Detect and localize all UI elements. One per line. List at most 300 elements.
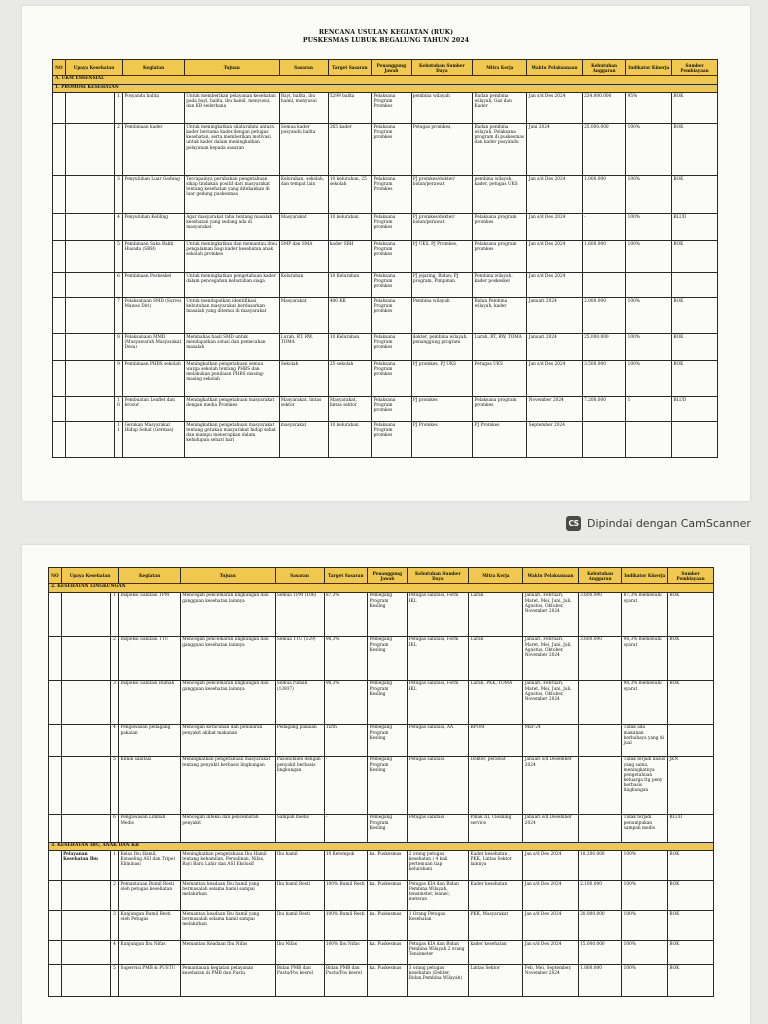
cell-tujuan: Meningkatkan pengetahuan Ibu Hamil tentang kehamilan, Persalinan, Nifas, Bayi Baru Lahir dan ASI Ekslusif — [180, 851, 275, 881]
cell-sumber-daya: Pembina wilayah — [411, 298, 473, 334]
column-header: Kebutuhan Sumber Daya — [411, 60, 473, 76]
cell-mitra: Badan pembina wilayah, Pelaksana program di puskesmas dan kader posyandu — [473, 124, 527, 176]
document-subtitle: PUSKESMAS LUBUK BEGALUNG TAHUN 2024 — [302, 37, 470, 44]
section-label: 2. KESEHATAN LINGKUNGAN — [49, 584, 714, 593]
cell-no: 4 — [110, 941, 119, 965]
cell-mitra: Lintas Sektor — [469, 965, 523, 997]
cell-indikator: 100% — [626, 124, 672, 176]
cell-pj: Pelaksana Program promkes — [372, 397, 411, 422]
cell-sasaran: Ibu hamil Resti — [275, 881, 324, 911]
cell-pj: Pelaksana Program promkes — [372, 298, 411, 334]
cell-kegiatan: Pembinaan Saka Bakti Husada (SBH) — [123, 241, 185, 273]
cell-kegiatan: Pengawasan Limbah Medis — [119, 814, 181, 842]
cell-kegiatan: Supervisi PMB & PUSTU — [119, 965, 181, 997]
cell-upaya — [65, 298, 114, 334]
cell-upaya — [61, 965, 110, 997]
cell-sumber-daya: PJ UKS, PJ Promkes, — [411, 241, 473, 273]
cell-tujuan: Mencegah pencemaran lingkungan dan gangguan kesehatan lainnya — [180, 680, 275, 724]
cell-upaya — [65, 214, 114, 241]
cell-no: 6 — [110, 814, 119, 842]
cell-pj: Pemegang Program Kesling — [368, 756, 407, 814]
cell-kegiatan: Pembinaan kader — [123, 124, 185, 176]
cell-anggaran — [578, 756, 622, 814]
cell-kegiatan: Pengawasan pedagang pakaian — [119, 724, 181, 756]
cell-pj: Pelaksana Program promkes — [372, 422, 411, 458]
section-row — [49, 584, 714, 593]
cell-kegiatan: Kelas Ibu Hamil, Konseling ASI dan Tripel Eliminasi — [119, 851, 181, 881]
cell-index — [49, 636, 62, 680]
cell-sasaran: Semua rumah (13937) — [275, 680, 324, 724]
column-header: Sasaran — [279, 60, 328, 76]
table-row — [49, 756, 714, 814]
camscanner-logo-icon: CS — [566, 516, 581, 531]
cell-mitra: Dokter, perawat — [469, 756, 523, 814]
cell-upaya — [61, 881, 110, 911]
cell-upaya — [61, 756, 110, 814]
cell-mitra: Kader kesehatan , PKK, Lintas Sektor lainnya — [469, 851, 523, 881]
column-header: Kebutuhan Anggaran — [578, 568, 622, 584]
table-row — [53, 361, 718, 397]
cell-no: 1 — [110, 592, 119, 636]
cell-index — [53, 273, 66, 298]
cell-no: 2 — [110, 881, 119, 911]
column-header: Kebutuhan Sumber Daya — [407, 568, 469, 584]
cell-tujuan: Untuk meningkatkan silaturahmi antara kader bersama kader,dengan petugas kesehatan, serta memberikan motivasi untuk kader dalam meningkatkan pelayanan kepada sasaran — [184, 124, 279, 176]
cell-target: 25 sekolah — [328, 361, 372, 397]
cell-kegiatan: Kunjungan Bumil Resti oleh Petugas — [119, 911, 181, 941]
cell-anggaran — [578, 814, 622, 842]
cell-waktu: Januari s/d Desember 2024 — [523, 814, 578, 842]
column-header: Penanggung Jawab — [372, 60, 411, 76]
cell-anggaran: 3.500.000 — [582, 361, 626, 397]
cell-kegiatan: Klinik sanitasi — [119, 756, 181, 814]
cell-target: 98,3% — [324, 636, 368, 680]
cell-no: 3 — [110, 911, 119, 941]
cell-no: 5 — [110, 756, 119, 814]
cell-index — [53, 298, 66, 334]
cell-mitra: Badan pembina wilayah, Gizi dan Kader — [473, 93, 527, 124]
column-header: Indikator Kinerja — [622, 568, 668, 584]
cell-pj: Pelaksana Program Promkes — [372, 93, 411, 124]
cell-waktu: Januari, Februari, Maret, Mei, Juni, Juli, Agustus, Oktober, November 2024 — [523, 636, 578, 680]
cell-sumber-daya: PJ Promkes — [411, 422, 473, 458]
cell-target: 98,3% — [324, 680, 368, 724]
cell-target: 10 Kelurahan — [328, 334, 372, 361]
cell-waktu: Juni 2024 — [527, 124, 582, 176]
table-row — [49, 680, 714, 724]
cell-kegiatan: Posyandu balita — [123, 93, 185, 124]
cell-index — [49, 592, 62, 636]
table-row — [53, 397, 718, 422]
cell-sumber-daya: 1 Orang Petugas Kesehatan — [407, 911, 469, 941]
cell-index — [49, 851, 62, 881]
cell-tujuan: Meningkatkan pengetahuan semua warga sekolah tentang PHBS dan melakukan penilaian PHBS masing-masing sekolah — [184, 361, 279, 397]
cell-waktu: Januari, Februari, Maret, Mei, Juni, Juli, Agustus, Oktober, November 2024 — [523, 680, 578, 724]
table-header-row — [49, 568, 714, 584]
cell-anggaran: 1.600.000 — [582, 241, 626, 273]
cell-index — [53, 241, 66, 273]
ruk-table-page-1 — [52, 59, 718, 458]
cell-sumber-daya: PJ promkes/dokter/ bidan/perawat — [411, 176, 473, 214]
cell-mitra: Bidan Pembina wilayah, kader — [473, 298, 527, 334]
section-label: 1. PROMOSI KESEHATAN — [53, 84, 718, 93]
cell-anggaran: 25.000.000 — [582, 334, 626, 361]
cell-anggaran: 1.800.000 — [578, 965, 622, 997]
column-header: Sumber Pembiayaan — [672, 60, 718, 76]
cell-pj: Pelaksana Program Promkes — [372, 176, 411, 214]
cell-upaya — [61, 592, 110, 636]
cell-mitra: Lurah — [469, 636, 523, 680]
camscanner-watermark — [566, 514, 751, 532]
cell-kegiatan: Gerakan Masyarakat Hidup Sehat (Germas) — [123, 422, 185, 458]
cell-index — [53, 93, 66, 124]
cell-sasaran: SMP dan SMA — [279, 241, 328, 273]
cell-waktu: Januari s/d Desember 2024 — [523, 756, 578, 814]
cell-pembiayaan: JKN — [668, 756, 714, 814]
cell-no: 5 — [110, 965, 119, 997]
cell-no: 3 — [114, 176, 123, 214]
cell-indikator: 100% — [622, 965, 668, 997]
cell-anggaran — [578, 680, 622, 724]
cell-no: 1 — [110, 851, 119, 881]
cell-kegiatan: Kunjungan Ibu Nifas — [119, 941, 181, 965]
cell-anggaran: 7.200.000 — [582, 397, 626, 422]
cell-sasaran: Bidan PMB dan Pustu/Pos kesrel — [275, 965, 324, 997]
column-header: Target Sasaran — [328, 60, 372, 76]
cell-tujuan: Meningkatkan pengetahuan masyarakat tentang gerakan masyarakat hidup sehat dan mampu menerapkan dalam kehidupan sehari hari — [184, 422, 279, 458]
cell-anggaran — [582, 422, 626, 458]
cell-tujuan: Memantau keadaan Ibu hamil yang bermasalah selama hamil sampai melahirkan — [180, 881, 275, 911]
cell-pembiayaan: BOK — [672, 124, 718, 176]
cell-pembiayaan: BOK — [672, 334, 718, 361]
cell-pj: Pelaksana Program promkes — [372, 334, 411, 361]
cell-sumber-daya: dokter, pembina wilayah, penanggung program — [411, 334, 473, 361]
cell-target: 10 Kelurahan — [328, 273, 372, 298]
cell-upaya: Pelayanan Kesehatan Ibu — [61, 851, 110, 881]
cell-pembiayaan: BOK — [668, 881, 714, 911]
cell-no: 5 — [114, 241, 123, 273]
cell-anggaran: 3.600.000 — [578, 592, 622, 636]
cell-sumber-daya: Petugas KIA dan Bidan Pembina Wilayah, tensimeter, leanec, meteran — [407, 881, 469, 911]
cell-waktu: November 2024 — [527, 397, 582, 422]
cell-sasaran: masyarakat — [279, 422, 328, 458]
cell-upaya — [65, 124, 114, 176]
cell-mitra: BPOM — [469, 724, 523, 756]
cell-indikator: Tidak terjadi kasus yang sama, meningkatnya pengetahuan keluarga ttg peny berbasis lingkungan — [622, 756, 668, 814]
cell-pembiayaan: BOK — [668, 851, 714, 881]
cell-pj: Pelaksana Program promkes — [372, 273, 411, 298]
cell-tujuan: Untuk memberikan pelayanan kesehatan pada bayi, balita, ibu hamil, menyusui, dan KB sederhana — [184, 93, 279, 124]
cell-waktu: Januari 2024 — [527, 334, 582, 361]
table-row — [49, 814, 714, 842]
cell-pembiayaan: BLUD — [672, 397, 718, 422]
cell-sumber-daya: PJ promkes, PJ UKS — [411, 361, 473, 397]
cell-tujuan: Pemantauan kegiatan pelayanan kesehatan di PMB dan Pustu — [180, 965, 275, 997]
cell-waktu: Jan s/d Des 2024 — [527, 361, 582, 397]
cell-no: 7 — [114, 298, 123, 334]
cell-index — [49, 814, 62, 842]
cell-target: 10 kelurahan — [328, 214, 372, 241]
cell-no: 3 — [110, 680, 119, 724]
column-header: Sasaran — [275, 568, 324, 584]
cell-sasaran: Sekolah — [279, 361, 328, 397]
cell-tujuan: Agar masyarakat tahu tentang masalah kesehatan yang sedang ada di masyarakat — [184, 214, 279, 241]
cell-waktu: September 2024 — [527, 422, 582, 458]
table-row — [49, 965, 714, 997]
cell-pembiayaan: BOK — [668, 965, 714, 997]
table-row — [53, 176, 718, 214]
cell-waktu: Jan s/d Des 2024 — [527, 273, 582, 298]
table-row — [53, 93, 718, 124]
cell-pembiayaan: BOK — [672, 176, 718, 214]
cell-target: 10 kelurahan, 25 sekolah — [328, 176, 372, 214]
cell-index — [49, 724, 62, 756]
cell-pj: Pelaksana Program promkes — [372, 361, 411, 397]
cell-sumber-daya: 2 orang petugas kesehatan ( 4 kali pertemuan tiap kelurahan) — [407, 851, 469, 881]
cell-index — [53, 124, 66, 176]
cell-sasaran: Masyarakat — [279, 214, 328, 241]
cell-index — [53, 214, 66, 241]
cell-indikator: 100% — [626, 241, 672, 273]
cell-target: Masyarakat, lintas sektor — [328, 397, 372, 422]
cell-sasaran: Ibu hamil — [275, 851, 324, 881]
cell-waktu: Jan s/d Des 2024 — [523, 941, 578, 965]
cell-waktu: Jan s/d Des 2024 — [527, 214, 582, 241]
cell-tujuan: Mencegah pencemaran lingkungan dan gangguan kesehatan lainnya — [180, 592, 275, 636]
cell-tujuan: Mencegah keracunan dan penularan penyakit akibat makanan — [180, 724, 275, 756]
cell-waktu: Januari, Februari, Maret, Mei, Juni, Juli, Agustus, Oktober, November 2024 — [523, 592, 578, 636]
cell-target: 400 KK — [328, 298, 372, 334]
cell-target: Bidan PMB dan Pustu/Pos kesrel — [324, 965, 368, 997]
cell-sumber-daya: PJ jejaring, Bidan; PJ program, Pimpinan — [411, 273, 473, 298]
cell-anggaran: 18.200.000 — [578, 851, 622, 881]
cell-sumber-daya: Petugas KIA dan Bidan Pembina Wilayah 2 orang Tensimeter — [407, 941, 469, 965]
cell-mitra: Pembina wilayah, kader poskeskel — [473, 273, 527, 298]
cell-no: 4 — [110, 724, 119, 756]
cell-kegiatan: Pemantauan Bumil Resti oleh petugas kesehatan — [119, 881, 181, 911]
cell-pj: ka. Puskesmas — [368, 941, 407, 965]
cell-target: 87,3% — [324, 592, 368, 636]
table-row — [49, 851, 714, 881]
table-row — [49, 636, 714, 680]
cell-sumber-daya: PJ promkes — [411, 397, 473, 422]
cell-mitra: Pihak III, Cleaning service — [469, 814, 523, 842]
section-row — [53, 84, 718, 93]
cell-tujuan: Memantau keadaan Ibu hamil yang bermasalah selama hamil sampai melahirkan — [180, 911, 275, 941]
cell-pembiayaan: BOK — [672, 93, 718, 124]
cell-pembiayaan: BOK — [668, 636, 714, 680]
cell-waktu: Jan s/d Des 2024 — [527, 241, 582, 273]
cell-kegiatan: Penyuluhan Keliling — [123, 214, 185, 241]
cell-anggaran: 234.000.000 — [582, 93, 626, 124]
cell-mitra: PJ Promkes — [473, 422, 527, 458]
cell-upaya — [65, 273, 114, 298]
cell-indikator: Tidak terjadi penumpukan sampah medis — [622, 814, 668, 842]
cell-pembiayaan: BOK — [672, 361, 718, 397]
cell-pembiayaan: BOK — [672, 298, 718, 334]
cell-anggaran: 15.000.000 — [578, 941, 622, 965]
cell-waktu: Feb, Mei, September, November 2024 — [523, 965, 578, 997]
cell-pj: ka. Puskesmas — [368, 851, 407, 881]
cell-index — [49, 941, 62, 965]
cell-index — [53, 361, 66, 397]
cell-pj: Pelaksana Program promkes — [372, 241, 411, 273]
table-row — [49, 911, 714, 941]
cell-sasaran: Lurah, RT, RW, TOMA — [279, 334, 328, 361]
column-header: Upaya Kesehatan — [65, 60, 122, 76]
cell-pembiayaan — [672, 422, 718, 458]
document-title: RENCANA USULAN KEGIATAN (RUK) — [318, 29, 454, 36]
cell-sasaran: Ibu hamil Resti — [275, 911, 324, 941]
cell-indikator: 100% — [622, 851, 668, 881]
cell-no: 4 — [114, 214, 123, 241]
cell-anggaran: 20.000.000 — [578, 911, 622, 941]
cell-no: 8 — [114, 334, 123, 361]
document-page-1 — [22, 6, 750, 501]
cell-indikator — [626, 273, 672, 298]
cell-sumber-daya: Petugas sanitasi, Form IKL — [407, 680, 469, 724]
cell-kegiatan: Pembinaan Poskeskel — [123, 273, 185, 298]
cell-index — [53, 334, 66, 361]
cell-upaya — [65, 397, 114, 422]
cell-mitra: kader kesehatan — [469, 941, 523, 965]
cell-upaya — [61, 911, 110, 941]
cell-indikator: 98,3% memenuhi syarat — [622, 680, 668, 724]
cell-sasaran: Masyarakat — [279, 298, 328, 334]
cell-pj: Pelaksana Program promkes — [372, 124, 411, 176]
cell-no: 11 — [114, 422, 123, 458]
cell-upaya — [61, 814, 110, 842]
camscanner-text: Dipindai dengan CamScanner — [587, 516, 751, 530]
cell-mitra: Petugas UKS — [473, 361, 527, 397]
cell-indikator: 100% — [622, 911, 668, 941]
cell-pj: Pemegang Program Kesling — [368, 814, 407, 842]
table-row — [53, 124, 718, 176]
column-header: NO — [53, 60, 66, 76]
cell-sasaran: Bayi, balita, ibu hamil, menyusui — [279, 93, 328, 124]
cell-target: 265 kader — [328, 124, 372, 176]
cell-indikator: 100% — [626, 214, 672, 241]
column-header: Target Sasaran — [324, 568, 368, 584]
cell-waktu: Mar-24 — [523, 724, 578, 756]
cell-mitra: Lurah — [469, 592, 523, 636]
cell-pj: Pemegang Program Kesling — [368, 724, 407, 756]
cell-target: 10 kelurahan — [328, 422, 372, 458]
cell-anggaran — [582, 273, 626, 298]
cell-tujuan: Untuk meningkatkan dan memantau ilmu pengalaman bagi kader kesehatan anak sekolah promkes — [184, 241, 279, 273]
cell-upaya — [61, 724, 110, 756]
cell-target: 1x/th — [324, 724, 368, 756]
cell-target: 5299 balita — [328, 93, 372, 124]
table-row — [53, 422, 718, 458]
cell-target: 10 Kelompok — [324, 851, 368, 881]
cell-tujuan: Membahas hasil SMD untuk mendapatkan solusi dan pemecahan masalah — [184, 334, 279, 361]
cell-mitra: Lurah, RT, RW, TOMA — [473, 334, 527, 361]
cell-target: - — [324, 814, 368, 842]
cell-no: 2 — [110, 636, 119, 680]
cell-sasaran: Pedagang pakaian — [275, 724, 324, 756]
cell-pj: Pemegang Program Kesling — [368, 680, 407, 724]
cell-index — [49, 881, 62, 911]
cell-upaya — [65, 176, 114, 214]
cell-sasaran: Semua TTU (129) — [275, 636, 324, 680]
cell-waktu: Januari 2024 — [527, 298, 582, 334]
column-header: Kegiatan — [119, 568, 181, 584]
table-row — [53, 334, 718, 361]
cell-kegiatan: Inspeksi Sanitasi Rumah — [119, 680, 181, 724]
cell-kegiatan: Pelaksanaan SMD (Survei Mawas Diri) — [123, 298, 185, 334]
cell-tujuan: Untuk mendapatkan identifikasi kebutuhan masyarakat berdasarkan masalah yang ditemui di masyarakat — [184, 298, 279, 334]
cell-index — [53, 397, 66, 422]
cell-kegiatan: Pelaksanaan MMD (Musyawarah Masyarakat Desa) — [123, 334, 185, 361]
cell-no: 2 — [114, 124, 123, 176]
cell-upaya — [65, 334, 114, 361]
table-row — [53, 241, 718, 273]
cell-target: 100% Bumil Resti — [324, 881, 368, 911]
document-page-2 — [22, 545, 750, 1024]
cell-upaya — [65, 422, 114, 458]
column-header: Tujuan — [180, 568, 275, 584]
cell-anggaran: - — [582, 214, 626, 241]
cell-kegiatan: Pembuatan Leaflet dan brosur — [123, 397, 185, 422]
section-row — [49, 842, 714, 851]
cell-sumber-daya: Petugas sanitasi, Form IKL — [407, 592, 469, 636]
column-header: Penanggung Jawab — [368, 568, 407, 584]
cell-indikator: 100% — [622, 881, 668, 911]
cell-upaya — [65, 241, 114, 273]
cell-tujuan: Mencegah pencemaran lingkungan dan gangguan kesehatan lainnya — [180, 636, 275, 680]
cell-indikator: 100% — [626, 334, 672, 361]
cell-kegiatan: Inspeksi Sanitasi TPM — [119, 592, 181, 636]
table-header-row — [53, 60, 718, 76]
cell-tujuan: Memantau Keadaan Ibu Nifas — [180, 941, 275, 965]
cell-mitra: Pelaksana program promkes — [473, 397, 527, 422]
cell-pj: Pemegang Program Kesling — [368, 636, 407, 680]
cell-mitra: PKK, Masyarakat — [469, 911, 523, 941]
cell-index — [53, 176, 66, 214]
cell-sumber-daya: pembina wilayah — [411, 93, 473, 124]
column-header: Waktu Pelaksanaan — [527, 60, 582, 76]
cell-tujuan: Tercapainya perubahan pengetahuan sikap tindakan positif dari masyarakat tentang kesehatan yang ditekankan di luar gedung puskesmas — [184, 176, 279, 214]
table-row — [49, 941, 714, 965]
cell-index — [49, 680, 62, 724]
cell-upaya — [65, 361, 114, 397]
cell-pj: Pemegang Program Kesling — [368, 592, 407, 636]
table-row — [49, 881, 714, 911]
cell-indikator: 100% — [626, 176, 672, 214]
column-header: Sumber Pembiayaan — [668, 568, 714, 584]
cell-indikator: 98,3% memenuhi syarat — [622, 636, 668, 680]
cell-indikator: 87,3% memenuhi syarat — [622, 592, 668, 636]
cell-kegiatan: Penyuluhan Luar Gedung — [123, 176, 185, 214]
ruk-table-page-2 — [48, 567, 714, 997]
column-header: Kebutuhan Anggaran — [582, 60, 626, 76]
cell-tujuan: Untuk meningkatkan pengetahuan kader dalam pencegahan kebutuhan siaga — [184, 273, 279, 298]
cell-mitra: Kader kesehatan — [469, 881, 523, 911]
cell-anggaran: 2.100.000 — [578, 881, 622, 911]
column-header: Mitra Kerja — [473, 60, 527, 76]
section-label: 3. KESEHATAN IBU, ANAK DAN KB — [49, 842, 714, 851]
cell-no: 6 — [114, 273, 123, 298]
cell-pembiayaan: BLUD — [672, 214, 718, 241]
cell-sasaran: Masyarakat, lintas sektor — [279, 397, 328, 422]
cell-mitra: Pelaksana program promkes — [473, 241, 527, 273]
cell-index — [49, 965, 62, 997]
cell-index — [49, 756, 62, 814]
cell-indikator: 95% — [626, 93, 672, 124]
cell-pembiayaan: BOK — [668, 911, 714, 941]
cell-kegiatan: Inspeksi Sanitasi TTU — [119, 636, 181, 680]
